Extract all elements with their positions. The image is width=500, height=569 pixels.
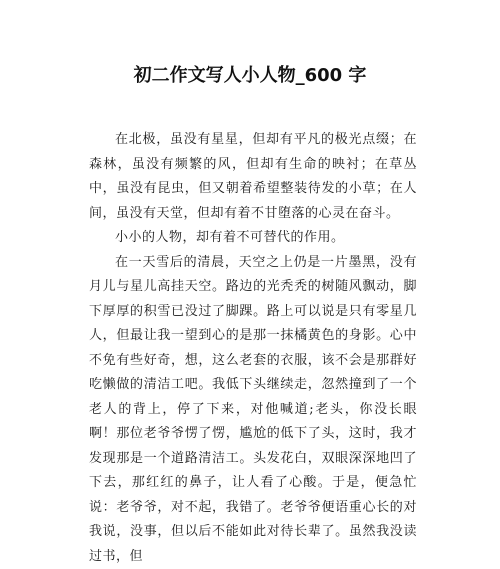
paragraph: 小小的人物，却有着不可替代的作用。 <box>89 226 417 251</box>
document-body <box>89 128 417 569</box>
document-title: 初二作文写人小人物_600 字 <box>0 62 500 90</box>
paragraph: 在北极，虽没有星星，但却有平凡的极光点缀；在森林，虽没有频繁的风，但却有生命的映衬；在草丛中，虽没有昆虫，但又朝着希望整装待发的小草；在人间，虽没有天堂，但却有着不甘堕落的心灵在奋斗。 <box>89 128 417 226</box>
paragraph: 在一天雪后的清晨，天空之上仍是一片墨黑，没有月儿与星儿高挂天空。路边的光秃秃的树随风飘动，脚下厚厚的积雪已没过了脚踝。路上可以说是只有零星几人，但最让我一望到心的是那一抹橘黄色的身影。心中不免有些好奇，想，这么老套的衣服，该不会是那群好吃懒做的清洁工吧。我低下头继续走，忽然撞到了一个老人的背上，停了下来，对他喊道;老头，你没长眼啊！那位老爷爷愣了愣，尴尬的低下了头，这时，我才发现那是一个道路清洁工。头发花白，双眼深深地凹了下去，那红红的鼻子，让人看了心酸。于是，便急忙说：老爷爷，对不起，我错了。老爷爷便语重心长的对我说，没事，但以后不能如此对待长辈了。虽然我没读过书，但 <box>89 251 417 569</box>
